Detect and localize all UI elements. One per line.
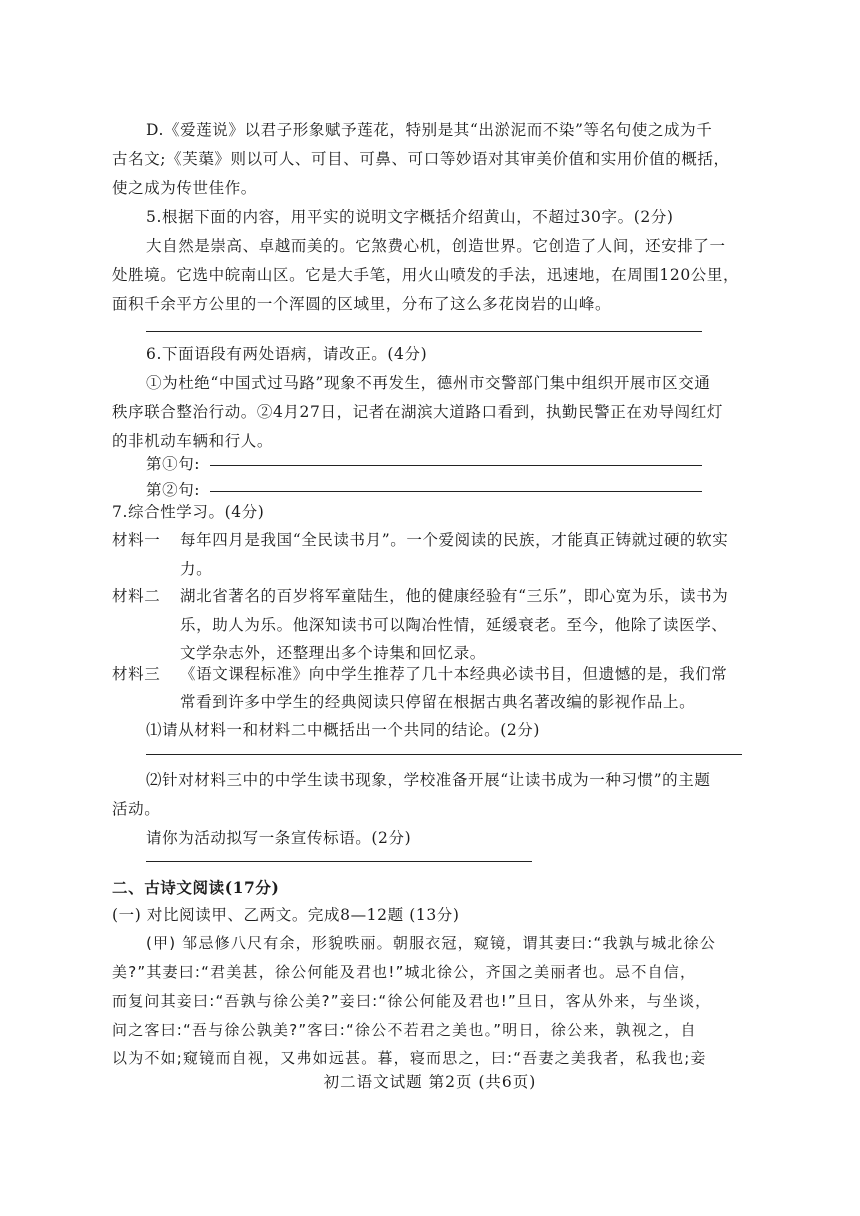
- q7-sub-1-answer-line[interactable]: [146, 754, 742, 755]
- q7-sub-2-line-1: ⑵针对材料三中的中学生读书现象，学校准备开展“让读书成为一种习惯”的主题: [146, 771, 711, 789]
- material-1-label: 材料一: [112, 531, 161, 549]
- passage-jia-line-5: 以为不如;窥镜而自视，又弗如远甚。暮，寝而思之，曰:“吾妻之美我者，私我也;妾: [112, 1049, 707, 1067]
- q5-text-line-1: 大自然是崇高、卓越而美的。它煞费心机，创造世界。它创造了人间，还安排了一: [146, 237, 726, 255]
- q6-text-line-3: 的非机动车辆和行人。: [112, 432, 274, 450]
- material-2-line-2: 乐，助人为乐。他深知读书可以陶冶性情，延缓衰老。至今，他除了读医学、: [180, 616, 728, 634]
- q7-sub-1-prompt: ⑴请从材料一和材料二中概括出一个共同的结论。(2分): [146, 721, 541, 739]
- option-d-line-2: 古名文;《芙蕖》则以可人、可目、可鼻、可口等妙语对其审美价值和实用价值的概括，: [112, 150, 730, 168]
- material-2-line-1: 湖北省著名的百岁将军童陆生，他的健康经验有“三乐”，即心宽为乐，读书为: [180, 587, 729, 605]
- q7-sub-2-task: 请你为活动拟写一条宣传标语。(2分): [146, 829, 412, 847]
- section-2-sub-heading: (一) 对比阅读甲、乙两文。完成8—12题 (13分): [112, 906, 460, 924]
- q5-answer-line[interactable]: [146, 331, 702, 332]
- q6-answer-2-label: 第②句:: [146, 481, 201, 499]
- q7-slogan-answer-line[interactable]: [146, 861, 532, 862]
- option-d-line-3: 使之成为传世佳作。: [112, 179, 257, 197]
- material-3-line-1: 《语文课程标准》向中学生推荐了几十本经典必读书目，但遗憾的是，我们常: [180, 665, 728, 683]
- passage-jia-line-2: 美?”其妻曰:“君美甚，徐公何能及君也!”城北徐公，齐国之美丽者也。忌不自信，: [112, 963, 697, 981]
- q5-text-line-3: 面积千余平方公里的一个浑圆的区域里，分布了这么多花岗岩的山峰。: [112, 295, 612, 313]
- material-2-line-3: 文学杂志外，还整理出多个诗集和回忆录。: [180, 644, 486, 662]
- q7-sub-2-line-2: 活动。: [112, 800, 161, 818]
- q7-prompt: 7.综合性学习。(4分): [112, 503, 265, 521]
- material-1-line-2: 力。: [180, 560, 213, 578]
- section-2-heading: 二、古诗文阅读(17分): [112, 878, 280, 897]
- q6-prompt: 6.下面语段有两处语病，请改正。(4分): [146, 345, 428, 363]
- q6-answer-1-line[interactable]: [210, 465, 702, 466]
- passage-jia-line-1: (甲) 邹忌修八尺有余，形貌昳丽。朝服衣冠，窥镜，谓其妻曰:“我孰与城北徐公: [146, 934, 716, 952]
- q6-answer-2-line[interactable]: [210, 491, 702, 492]
- option-d-line-1: D.《爱莲说》以君子形象赋予莲花，特别是其“出淤泥而不染”等名句使之成为千: [146, 121, 713, 139]
- q6-text-line-2: 秩序联合整治行动。②4月27日，记者在湖滨大道路口看到，执勤民警正在劝导闯红灯: [112, 403, 723, 421]
- q6-text-line-1: ①为杜绝“中国式过马路”现象不再发生，德州市交警部门集中组织开展市区交通: [146, 374, 711, 392]
- material-3-line-2: 常看到许多中学生的经典阅读只停留在根据古典名著改编的影视作品上。: [180, 693, 696, 711]
- material-3-label: 材料三: [112, 665, 161, 683]
- material-1-line-1: 每年四月是我国“全民读书月”。一个爱阅读的民族，才能真正铸就过硬的软实: [180, 531, 729, 549]
- q5-prompt: 5.根据下面的内容，用平实的说明文字概括介绍黄山，不超过30字。(2分): [146, 208, 674, 226]
- passage-jia-line-4: 问之客曰:“吾与徐公孰美?”客曰:“徐公不若君之美也。”明日，徐公来，孰视之，自: [112, 1021, 697, 1039]
- material-2-label: 材料二: [112, 587, 161, 605]
- q6-answer-1-label: 第①句:: [146, 455, 201, 473]
- page-footer: 初二语文试题 第2页 (共6页): [323, 1073, 537, 1091]
- q5-text-line-2: 处胜境。它选中皖南山区。它是大手笔，用火山喷发的手法，迅速地，在周围120公里，: [112, 266, 740, 284]
- passage-jia-line-3: 而复问其妾曰:“吾孰与徐公美?”妾曰:“徐公何能及君也!”旦日，客从外来，与坐谈，: [112, 992, 712, 1010]
